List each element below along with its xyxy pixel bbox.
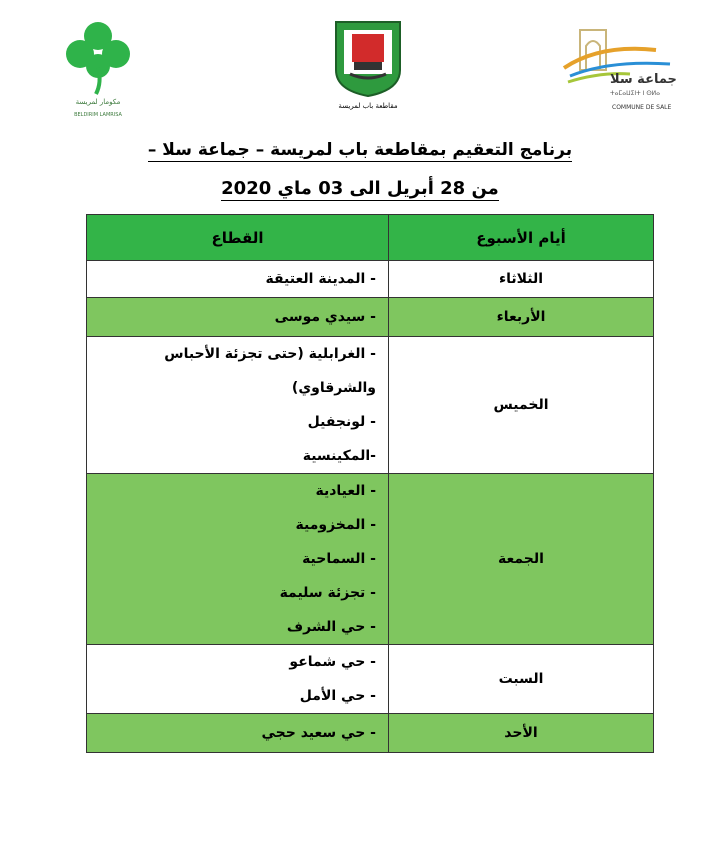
sector-cell — [87, 298, 389, 337]
document-title-text: برنامج التعقيم بمقاطعة باب لمريسة – جماعة سلا – — [147, 140, 573, 160]
day-cell: السبت — [389, 645, 654, 714]
schedule-table — [86, 214, 654, 753]
sector-item: - لونجفيل — [307, 414, 376, 430]
sector-item: - السماحية — [302, 551, 376, 567]
table-row — [87, 714, 654, 753]
sector-cell — [87, 645, 389, 714]
sector-cell — [87, 714, 389, 753]
day-cell: الثلاثاء — [389, 261, 654, 298]
sector-cell — [87, 337, 389, 474]
sector-item: - تجزئة سليمة — [279, 585, 376, 601]
sector-item: - حي الأمل — [299, 688, 376, 704]
sector-item: - حي الشرف — [286, 619, 376, 635]
day-cell: الأربعاء — [389, 298, 654, 337]
sector-cell — [87, 474, 389, 645]
date-range-text: من 28 أبريل الى 03 ماي 2020 — [221, 178, 499, 199]
sector-item: - الغرابلية (حتى تجزئة الأحباس والشرقاوي) — [164, 346, 376, 396]
clover-icon — [62, 18, 134, 98]
sector-item: -المكينسية — [302, 448, 376, 464]
right-logo-name-tif: ⵜⴰⵎⴰⵡⵉⵏⵜ ⵏ ⵙⵍⴰ — [610, 90, 661, 97]
sector-item: - سيدي موسى — [274, 309, 376, 325]
day-cell: الجمعة — [389, 474, 654, 645]
sector-item: - المخزومية — [295, 517, 376, 533]
table-row — [87, 298, 654, 337]
clover-logo — [62, 18, 134, 122]
document-title — [0, 140, 720, 160]
sector-item: - حي سعيد حجي — [261, 725, 376, 741]
sector-item: - العيادية — [315, 483, 376, 499]
sector-item: - المدينة العتيقة — [265, 271, 376, 287]
district-emblem — [330, 18, 406, 114]
center-logo-caption: مقاطعة باب لمريسة — [338, 102, 398, 110]
header-sector: القطاع — [87, 215, 389, 261]
day-cell: الأحد — [389, 714, 654, 753]
table-header-row — [87, 215, 654, 261]
day-cell: الخميس — [389, 337, 654, 474]
table-row — [87, 645, 654, 714]
shield-icon — [330, 18, 406, 98]
table-row — [87, 261, 654, 298]
right-logo-name-ar: جماعة سلا — [610, 72, 677, 87]
table-row — [87, 474, 654, 645]
commune-logo — [560, 20, 688, 120]
right-logo-name-fr: COMMUNE DE SALE — [612, 104, 672, 111]
sector-item: - حي شماعو — [289, 654, 376, 670]
left-logo-caption-ar: مكومار لمريسة — [75, 98, 121, 106]
left-logo-caption-lat: BELDIRIM LAMRISA — [74, 112, 122, 118]
table-row — [87, 337, 654, 474]
sector-cell — [87, 261, 389, 298]
date-range-title — [0, 178, 720, 199]
header-day: أيام الأسبوع — [389, 215, 654, 261]
